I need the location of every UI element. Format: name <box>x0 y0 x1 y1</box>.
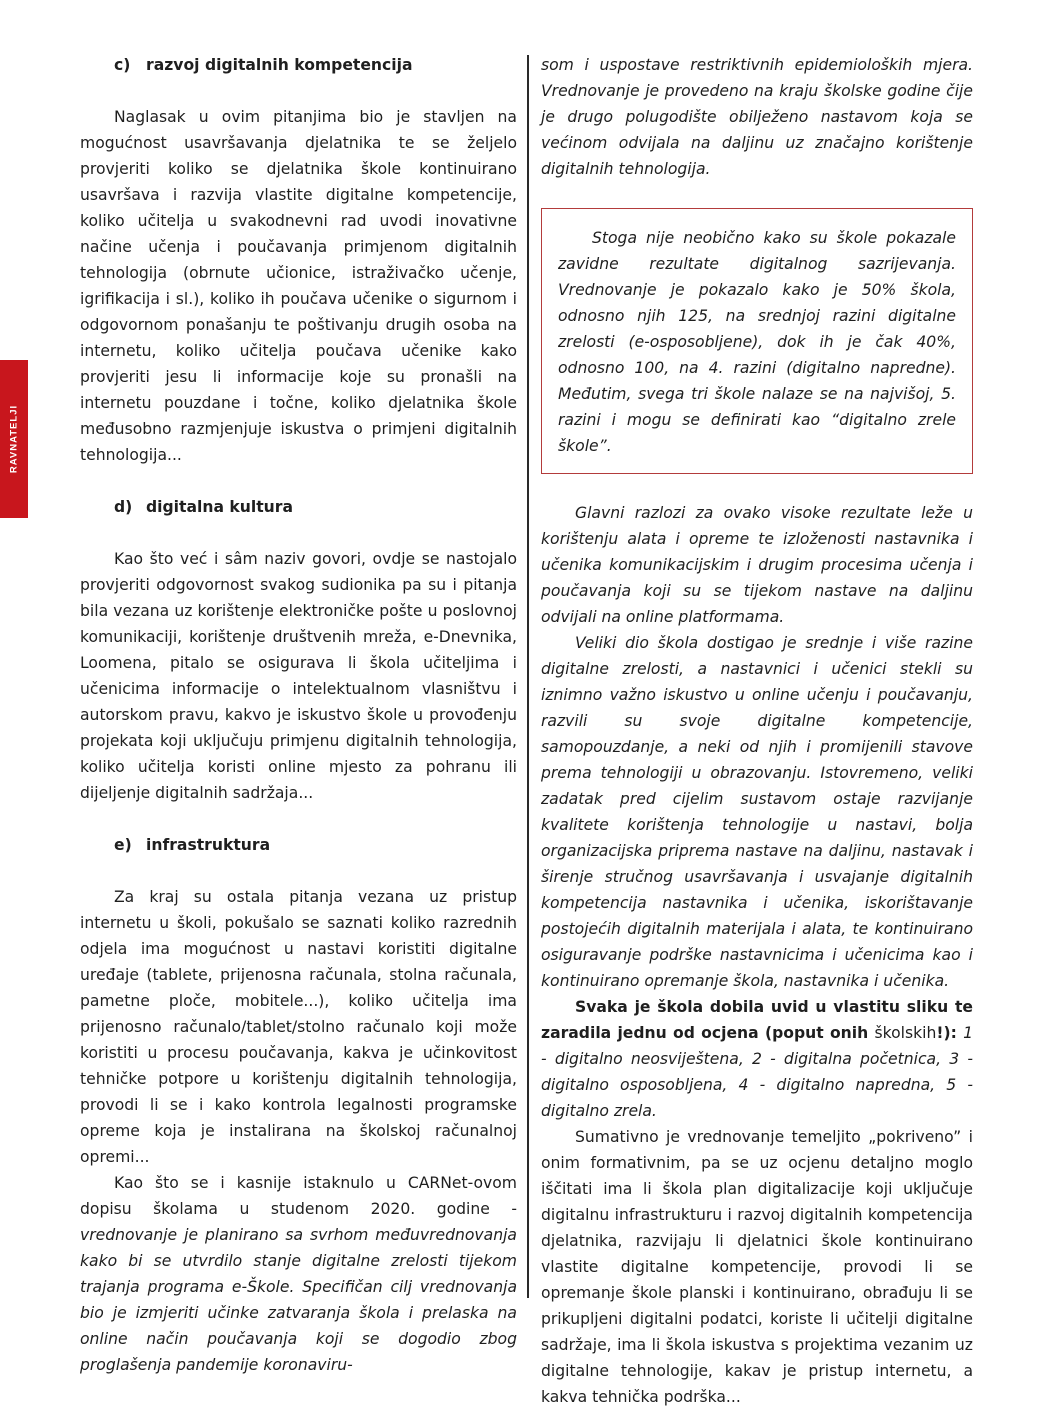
paragraph-c: Naglasak u ovim pitanjima bio je stavljen na mogućnost usavršavanja djelatnika te se željelo provjeriti koliko se djelatnika škole kontinuirano usavršava i razvija vlastite digitalne kompetencije, koliko učitelja u svakodnevni rad uvodi inovativne načine učenja i poučavanja primjenom digitalnih tehnologija (obrnute učionice, istraživačko učenje, igrifikacija i sl.), koliko ih poučava učenike o sigurnom i odgovornom ponašanju te poštivanju drugih osoba na internetu, koliko učitelja poučava učenike kako provjeriti jesu li informacije koje su pronašli na internetu pouzdane i točne, koliko djelatnika škole međusobno razmjenjuje iskustva o primjeni digitalnih tehnologija... <box>80 108 517 464</box>
highlight-box-text: Stoga nije neobično kako su škole pokazale zavidne rezultate digitalnog sazrijevanja. Vrednovanje je pokazalo kako je 50% škola, odnosno njih 125, na srednjoj razini digitalne zrelosti (e-osposobljene), dok ih je čak 40%, odnosno 100, na 4. razini (digitalno napredne). Međutim, svega tri škole nalaze se na najvišoj, 5. razini i mogu se definirati kao “digitalno zrele škole”. <box>558 229 956 455</box>
section-heading-e: e) infrastruktura <box>114 836 271 854</box>
paragraph-d: Kao što već i sâm naziv govori, ovdje se nastojalo provjeriti odgovornost svakog sudionika pa su i pitanja bila vezana uz korištenje elektroničke pošte u poslovnoj komunikaciji, korištenje društvenih mreža, e-Dnevnika, Loomena, pitalo se osigurava li škola učiteljima i učenicima informacije o intelektualnom vlasništvu i autorskom pravu, kakvo je iskustvo škole u provođenju projekata koji uključuju primjenu digitalnih tehnologija, koliko učitelja koristi online mjesto za pohranu ili dijeljenje digitalnih sadržaja... <box>80 550 517 802</box>
paragraph-e: Za kraj su ostala pitanja vezana uz pristup internetu u školi, pokušalo se saznati koliko razrednih odjela ima mogućnost u nastavi koristiti digitalne uređaje (tablete, prijenosna računala, stolna računala, pametne ploče, mobitele...), koliko učitelja ima prijenosno računalo/tablet/stolno računalo koji može koristiti u procesu poučavanja, kakva je učinkovitost tehničke potpore u korištenju digitalnih tehnologija, provodi li se i kako kontrola legalnosti programske opreme koja je instalirana na školskoj računalnoj opremi... <box>80 888 517 1166</box>
section-heading-d: d) digitalna kultura <box>114 498 293 516</box>
highlight-box <box>541 208 973 474</box>
section-heading-c: c) razvoj digitalnih kompetencija <box>114 56 413 74</box>
paragraph-h: Veliki dio škola dostigao je srednje i više razine digitalne zrelosti, a nastavnici i učenici stekli su iznimno važno iskustvo u online učenju i poučavanju, razvili su svoje digitalne kompetencije, samopouzdanje, a neki od njih i promijenili stavove prema tehnologiji u obrazovanju. Istovremeno, veliki zadatak pred cijelim sustavom ostaje razvijanje kvalitete korištenja tehnologije u nastavi, bolja organizacijska priprema nastave na daljinu, nastavak i širenje stručnog usavršavanja i usvajanje digitalnih kompetencija nastavnika i učenika, iskorištavanje postojećih digitalnih materijala i alata, te kontinuirano osiguravanje podrške nastavnicima i učenicima kao i kontinuirano opremanje škola, nastavnika i učenika. <box>541 634 973 990</box>
paragraph-i: Svaka je škola dobila uvid u vlastitu sliku te zaradila jednu od ocjena (poput onih školskih!): 1 - digitalno neosviještena, 2 - digitalna početnica, 3 - digitalno osposobljena, 4 - digitalno napredna, 5 - digitalno zrela. <box>541 998 973 1120</box>
column-divider <box>527 55 529 1298</box>
left-column <box>80 52 517 1378</box>
paragraph-f: Kao što se i kasnije istaknulo u CARNet-ovom dopisu školama u studenom 2020. godine - vrednovanje je planirano sa svrhom međuvrednovanja kako bi se utvrdilo stanje digitalne zrelosti tijekom trajanja programa e-Škole. Specifičan cilj vrednovanja bio je izmjeriti učinke zatvaranja škola i prelaska na online način poučavanja koji se dogodio zbog proglašenja pandemije koronaviru- <box>80 1174 517 1374</box>
right-column <box>541 52 973 1410</box>
paragraph-j: Sumativno je vrednovanje temeljito „pokriveno” i onim formativnim, pa se uz ocjenu detaljno moglo iščitati ima li škola plan digitalizacije koji uključuje digitalnu infrastrukturu i razvoj digitalnih kompetencija djelatnika, razvijaju li djelatnici škole kontinuirano vlastite digitalne kompetencije, provodi li se opremanje škole planski i kontinuirano, obrađuju li se prikupljeni digitalni podatci, koriste li učitelji digitalne sadržaje, ima li škola iskustva s projektima vezanim uz digitalne tehnologije, kakav je pristup internetu, a kakva tehnička podrška... <box>541 1128 973 1406</box>
section-tab-label: RAVNATELJI <box>8 404 20 474</box>
section-tab <box>0 360 28 518</box>
paragraph-continued: som i uspostave restriktivnih epidemioloških mjera. Vrednovanje je provedeno na kraju školske godine čije je drugo polugodište obilježeno nastavom koja se većinom odvijala na daljinu uz značajno korištenje digitalnih tehnologija. <box>541 56 973 178</box>
paragraph-g: Glavni razlozi za ovako visoke rezultate leže u korištenju alata i opreme te izloženosti nastavnika i učenika komunikacijskim i drugim procesima učenja i poučavanja koji su se tijekom nastave na daljinu odvijali na online platformama. <box>541 504 973 626</box>
